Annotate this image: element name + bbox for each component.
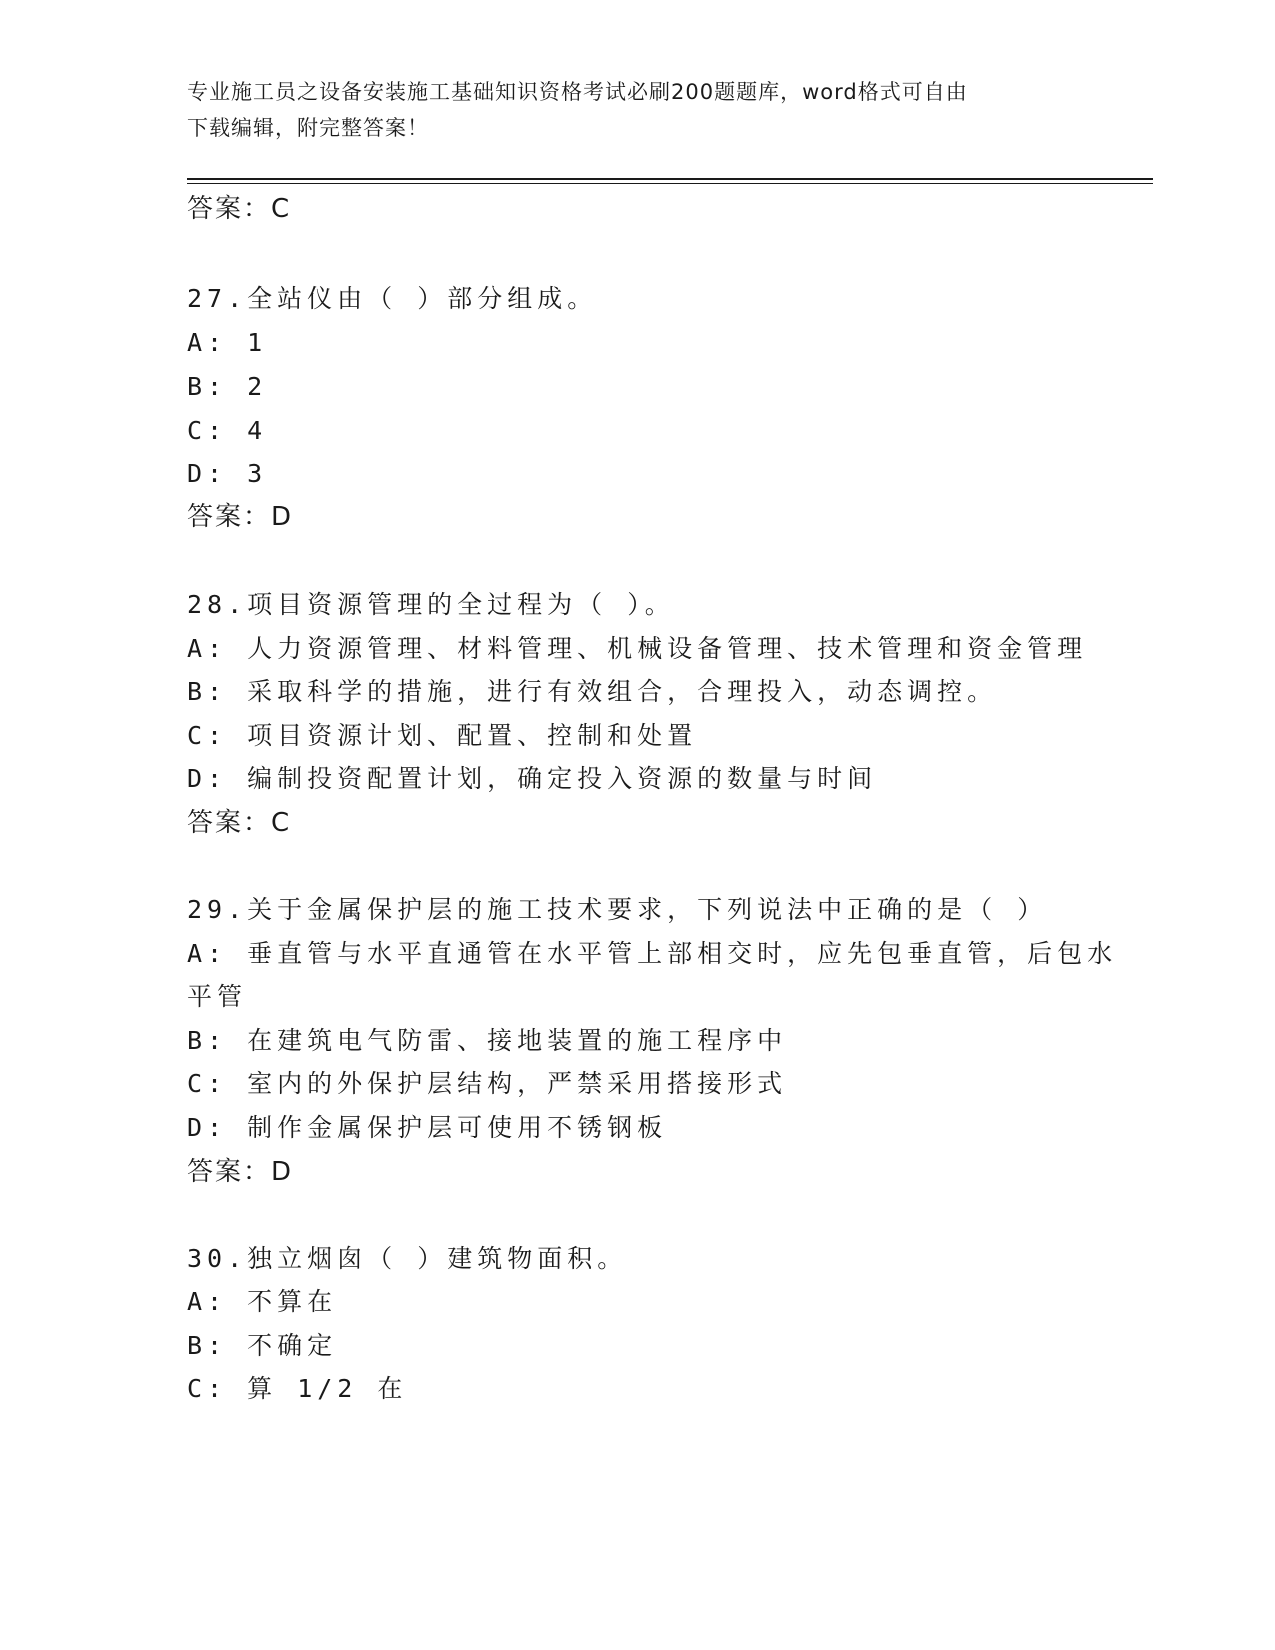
question-29-answer: 答案：D (187, 1157, 294, 1187)
question-27-answer: 答案：D (187, 502, 294, 532)
question-28-option-d: D: 编制投资配置计划，确定投入资源的数量与时间 (187, 764, 878, 793)
header-divider-thin (187, 183, 1153, 184)
header-title-line-1: 专业施工员之设备安装施工基础知识资格考试必刷200题题库，word格式可自由 (187, 80, 968, 104)
question-28-stem: 28.项目资源管理的全过程为（ ）。 (187, 590, 675, 619)
question-27-option-b: B: 2 (187, 372, 268, 401)
header-divider-thick (187, 178, 1153, 180)
previous-answer: 答案：C (187, 194, 292, 224)
question-29-option-b: B: 在建筑电气防雷、接地装置的施工程序中 (187, 1026, 788, 1055)
question-30-option-b: B: 不确定 (187, 1331, 338, 1360)
question-27-stem: 27.全站仪由（ ）部分组成。 (187, 284, 598, 313)
header-title-line-2: 下载编辑，附完整答案！ (187, 116, 429, 140)
question-30-stem: 30.独立烟囱（ ）建筑物面积。 (187, 1244, 628, 1273)
document-header (187, 74, 1087, 146)
question-28-option-b: B: 采取科学的措施，进行有效组合，合理投入，动态调控。 (187, 677, 998, 706)
question-29-option-a-continued: 平管 (187, 982, 248, 1011)
question-29-option-c: C: 室内的外保护层结构，严禁采用搭接形式 (187, 1069, 788, 1098)
question-28-option-a: A: 人力资源管理、材料管理、机械设备管理、技术管理和资金管理 (187, 634, 1088, 663)
question-30-option-c: C: 算 1/2 在 (187, 1374, 408, 1403)
question-27-option-c: C: 4 (187, 416, 268, 445)
question-28-answer: 答案：C (187, 808, 292, 838)
question-29-stem: 29.关于金属保护层的施工技术要求，下列说法中正确的是（ ） (187, 895, 1048, 924)
question-30-option-a: A: 不算在 (187, 1287, 338, 1316)
question-27-option-a: A: 1 (187, 328, 268, 357)
question-29-option-d: D: 制作金属保护层可使用不锈钢板 (187, 1113, 668, 1142)
question-29-option-a: A: 垂直管与水平直通管在水平管上部相交时，应先包垂直管，后包水 (187, 939, 1118, 968)
question-28-option-c: C: 项目资源计划、配置、控制和处置 (187, 721, 698, 750)
question-27-option-d: D: 3 (187, 459, 268, 488)
